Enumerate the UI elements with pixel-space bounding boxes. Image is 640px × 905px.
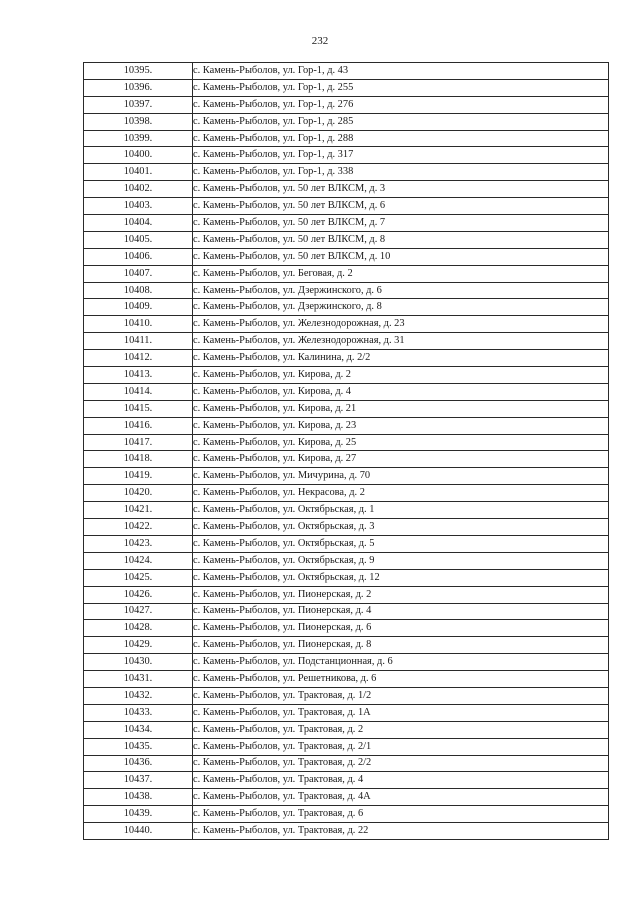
row-number-cell: 10432. [84,687,193,704]
address-cell: с. Камень-Рыболов, ул. Решетникова, д. 6 [193,671,609,688]
row-number-cell: 10437. [84,772,193,789]
address-cell: с. Камень-Рыболов, ул. Трактовая, д. 6 [193,806,609,823]
row-number-cell: 10406. [84,248,193,265]
table-row [84,704,609,721]
row-number-cell: 10396. [84,79,193,96]
address-cell: с. Камень-Рыболов, ул. 50 лет ВЛКСМ, д. 6 [193,198,609,215]
table-row [84,400,609,417]
address-table-body [84,63,609,840]
row-number-cell: 10427. [84,603,193,620]
address-cell: с. Камень-Рыболов, ул. Дзержинского, д. 8 [193,299,609,316]
table-row [84,299,609,316]
row-number-cell: 10421. [84,502,193,519]
page-number: 232 [311,35,329,47]
address-cell: с. Камень-Рыболов, ул. Кирова, д. 4 [193,383,609,400]
row-number-cell: 10400. [84,147,193,164]
row-number-cell: 10430. [84,654,193,671]
row-number-cell: 10411. [84,333,193,350]
row-number-cell: 10405. [84,231,193,248]
address-cell: с. Камень-Рыболов, ул. Беговая, д. 2 [193,265,609,282]
table-row [84,738,609,755]
address-cell: с. Камень-Рыболов, ул. Трактовая, д. 1/2 [193,687,609,704]
table-row [84,147,609,164]
row-number-cell: 10435. [84,738,193,755]
table-row [84,654,609,671]
address-cell: с. Камень-Рыболов, ул. Кирова, д. 25 [193,434,609,451]
row-number-cell: 10422. [84,519,193,536]
address-cell: с. Камень-Рыболов, ул. Октябрьская, д. 1 [193,502,609,519]
address-cell: с. Камень-Рыболов, ул. Кирова, д. 2 [193,367,609,384]
row-number-cell: 10414. [84,383,193,400]
row-number-cell: 10398. [84,113,193,130]
table-row [84,333,609,350]
table-row [84,451,609,468]
row-number-cell: 10431. [84,671,193,688]
table-row [84,113,609,130]
row-number-cell: 10412. [84,350,193,367]
table-row [84,265,609,282]
table-row [84,603,609,620]
row-number-cell: 10404. [84,215,193,232]
row-number-cell: 10416. [84,417,193,434]
address-table [83,62,609,840]
address-cell: с. Камень-Рыболов, ул. Гор-1, д. 276 [193,96,609,113]
address-cell: с. Камень-Рыболов, ул. Трактовая, д. 1А [193,704,609,721]
row-number-cell: 10399. [84,130,193,147]
address-cell: с. Камень-Рыболов, ул. Кирова, д. 27 [193,451,609,468]
row-number-cell: 10440. [84,823,193,840]
table-row [84,417,609,434]
row-number-cell: 10438. [84,789,193,806]
table-row [84,79,609,96]
address-cell: с. Камень-Рыболов, ул. Гор-1, д. 317 [193,147,609,164]
table-row [84,96,609,113]
table-row [84,806,609,823]
address-cell: с. Камень-Рыболов, ул. 50 лет ВЛКСМ, д. 7 [193,215,609,232]
address-cell: с. Камень-Рыболов, ул. Пионерская, д. 8 [193,637,609,654]
table-row [84,620,609,637]
table-row [84,198,609,215]
row-number-cell: 10395. [84,63,193,80]
row-number-cell: 10417. [84,434,193,451]
table-row [84,586,609,603]
table-row [84,130,609,147]
table-row [84,316,609,333]
table-row [84,502,609,519]
row-number-cell: 10408. [84,282,193,299]
table-row [84,350,609,367]
table-row [84,552,609,569]
table-row [84,687,609,704]
row-number-cell: 10415. [84,400,193,417]
row-number-cell: 10402. [84,181,193,198]
address-cell: с. Камень-Рыболов, ул. Некрасова, д. 2 [193,485,609,502]
table-row [84,282,609,299]
address-cell: с. Камень-Рыболов, ул. Октябрьская, д. 5 [193,535,609,552]
table-row [84,535,609,552]
address-cell: с. Камень-Рыболов, ул. Трактовая, д. 2/1 [193,738,609,755]
table-row [84,755,609,772]
address-cell: с. Камень-Рыболов, ул. Железнодорожная, д. 31 [193,333,609,350]
row-number-cell: 10433. [84,704,193,721]
address-cell: с. Камень-Рыболов, ул. 50 лет ВЛКСМ, д. 3 [193,181,609,198]
table-row [84,434,609,451]
table-row [84,63,609,80]
row-number-cell: 10429. [84,637,193,654]
row-number-cell: 10428. [84,620,193,637]
address-cell: с. Камень-Рыболов, ул. Дзержинского, д. 6 [193,282,609,299]
address-cell: с. Камень-Рыболов, ул. Трактовая, д. 22 [193,823,609,840]
row-number-cell: 10407. [84,265,193,282]
table-row [84,367,609,384]
address-cell: с. Камень-Рыболов, ул. Железнодорожная, д. 23 [193,316,609,333]
row-number-cell: 10413. [84,367,193,384]
table-row [84,164,609,181]
address-cell: с. Камень-Рыболов, ул. Трактовая, д. 2 [193,721,609,738]
address-cell: с. Камень-Рыболов, ул. 50 лет ВЛКСМ, д. 10 [193,248,609,265]
address-cell: с. Камень-Рыболов, ул. Трактовая, д. 2/2 [193,755,609,772]
table-row [84,231,609,248]
table-row [84,823,609,840]
row-number-cell: 10419. [84,468,193,485]
address-cell: с. Камень-Рыболов, ул. Октябрьская, д. 3 [193,519,609,536]
table-row [84,248,609,265]
address-cell: с. Камень-Рыболов, ул. Мичурина, д. 70 [193,468,609,485]
table-row [84,637,609,654]
table-row [84,485,609,502]
address-cell: с. Камень-Рыболов, ул. Трактовая, д. 4А [193,789,609,806]
address-cell: с. Камень-Рыболов, ул. Калинина, д. 2/2 [193,350,609,367]
table-row [84,383,609,400]
row-number-cell: 10397. [84,96,193,113]
row-number-cell: 10403. [84,198,193,215]
address-cell: с. Камень-Рыболов, ул. Гор-1, д. 338 [193,164,609,181]
address-cell: с. Камень-Рыболов, ул. Кирова, д. 23 [193,417,609,434]
row-number-cell: 10420. [84,485,193,502]
row-number-cell: 10418. [84,451,193,468]
address-cell: с. Камень-Рыболов, ул. Трактовая, д. 4 [193,772,609,789]
table-row [84,468,609,485]
table-row [84,671,609,688]
address-cell: с. Камень-Рыболов, ул. Октябрьская, д. 12 [193,569,609,586]
table-row [84,569,609,586]
address-cell: с. Камень-Рыболов, ул. Кирова, д. 21 [193,400,609,417]
row-number-cell: 10401. [84,164,193,181]
address-cell: с. Камень-Рыболов, ул. Пионерская, д. 4 [193,603,609,620]
table-row [84,772,609,789]
row-number-cell: 10436. [84,755,193,772]
row-number-cell: 10410. [84,316,193,333]
row-number-cell: 10423. [84,535,193,552]
address-cell: с. Камень-Рыболов, ул. Гор-1, д. 255 [193,79,609,96]
address-cell: с. Камень-Рыболов, ул. Октябрьская, д. 9 [193,552,609,569]
address-cell: с. Камень-Рыболов, ул. Пионерская, д. 2 [193,586,609,603]
table-row [84,181,609,198]
address-cell: с. Камень-Рыболов, ул. Гор-1, д. 288 [193,130,609,147]
row-number-cell: 10409. [84,299,193,316]
address-cell: с. Камень-Рыболов, ул. Гор-1, д. 285 [193,113,609,130]
address-cell: с. Камень-Рыболов, ул. 50 лет ВЛКСМ, д. 8 [193,231,609,248]
row-number-cell: 10424. [84,552,193,569]
table-row [84,215,609,232]
row-number-cell: 10426. [84,586,193,603]
address-cell: с. Камень-Рыболов, ул. Пионерская, д. 6 [193,620,609,637]
table-row [84,789,609,806]
row-number-cell: 10434. [84,721,193,738]
table-row [84,721,609,738]
row-number-cell: 10439. [84,806,193,823]
address-cell: с. Камень-Рыболов, ул. Подстанционная, д. 6 [193,654,609,671]
table-row [84,519,609,536]
address-cell: с. Камень-Рыболов, ул. Гор-1, д. 43 [193,63,609,80]
row-number-cell: 10425. [84,569,193,586]
